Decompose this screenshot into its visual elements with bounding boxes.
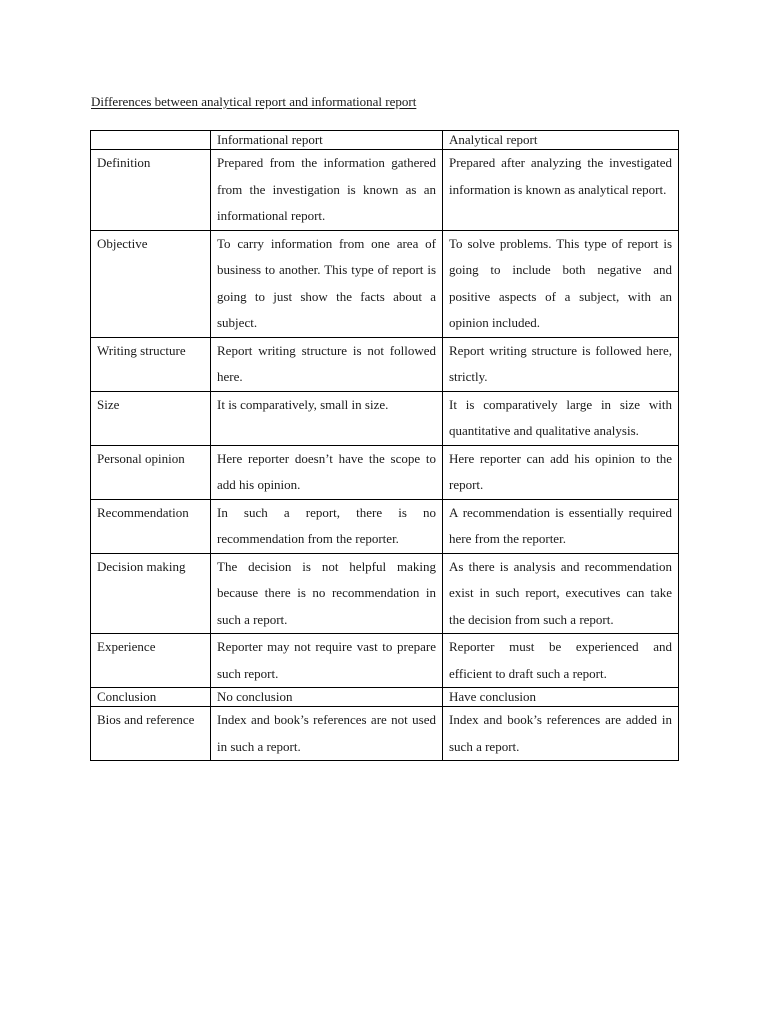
informational-cell: Report writing structure is not followed here. — [211, 337, 443, 391]
analytical-cell: It is comparatively large in size with quantitative and qualitative analysis. — [443, 391, 679, 445]
row-label: Definition — [91, 150, 211, 231]
analytical-cell: Prepared after analyzing the investigated information is known as analytical report. — [443, 150, 679, 231]
header-empty-cell — [91, 131, 211, 150]
row-label: Writing structure — [91, 337, 211, 391]
informational-cell: Here reporter doesn’t have the scope to add his opinion. — [211, 445, 443, 499]
informational-cell: It is comparatively, small in size. — [211, 391, 443, 445]
table-row-bios-reference — [91, 707, 679, 761]
analytical-cell: To solve problems. This type of report is going to include both negative and positive aspects of a subject, with an opinion included. — [443, 230, 679, 337]
row-label: Personal opinion — [91, 445, 211, 499]
informational-cell: Reporter may not require vast to prepare such report. — [211, 634, 443, 688]
table-row-objective — [91, 230, 679, 337]
row-label: Bios and reference — [91, 707, 211, 761]
informational-cell: No conclusion — [211, 688, 443, 707]
analytical-cell: A recommendation is essentially required here from the reporter. — [443, 499, 679, 553]
header-informational: Informational report — [211, 131, 443, 150]
table-row-recommendation — [91, 499, 679, 553]
analytical-cell: Report writing structure is followed here, strictly. — [443, 337, 679, 391]
row-label: Conclusion — [91, 688, 211, 707]
row-label: Recommendation — [91, 499, 211, 553]
analytical-cell: As there is analysis and recommendation exist in such report, executives can take the decision from such a report. — [443, 553, 679, 634]
row-label: Size — [91, 391, 211, 445]
row-label: Decision making — [91, 553, 211, 634]
row-label: Experience — [91, 634, 211, 688]
document-title: Differences between analytical report and informational report — [91, 94, 417, 109]
comparison-table — [90, 130, 679, 761]
table-row-experience — [91, 634, 679, 688]
table-header-row — [91, 131, 679, 150]
analytical-cell: Have conclusion — [443, 688, 679, 707]
informational-cell: Prepared from the information gathered from the investigation is known as an informational report. — [211, 150, 443, 231]
table-row-decision-making — [91, 553, 679, 634]
row-label: Objective — [91, 230, 211, 337]
analytical-cell: Here reporter can add his opinion to the report. — [443, 445, 679, 499]
informational-cell: To carry information from one area of business to another. This type of report is going to just show the facts about a subject. — [211, 230, 443, 337]
header-analytical: Analytical report — [443, 131, 679, 150]
analytical-cell: Reporter must be experienced and efficient to draft such a report. — [443, 634, 679, 688]
table-row-writing-structure — [91, 337, 679, 391]
table-row-conclusion — [91, 688, 679, 707]
table-row-personal-opinion — [91, 445, 679, 499]
analytical-cell: Index and book’s references are added in such a report. — [443, 707, 679, 761]
informational-cell: In such a report, there is no recommendation from the reporter. — [211, 499, 443, 553]
table-row-definition — [91, 150, 679, 231]
informational-cell: The decision is not helpful making because there is no recommendation in such a report. — [211, 553, 443, 634]
informational-cell: Index and book’s references are not used in such a report. — [211, 707, 443, 761]
table-row-size — [91, 391, 679, 445]
